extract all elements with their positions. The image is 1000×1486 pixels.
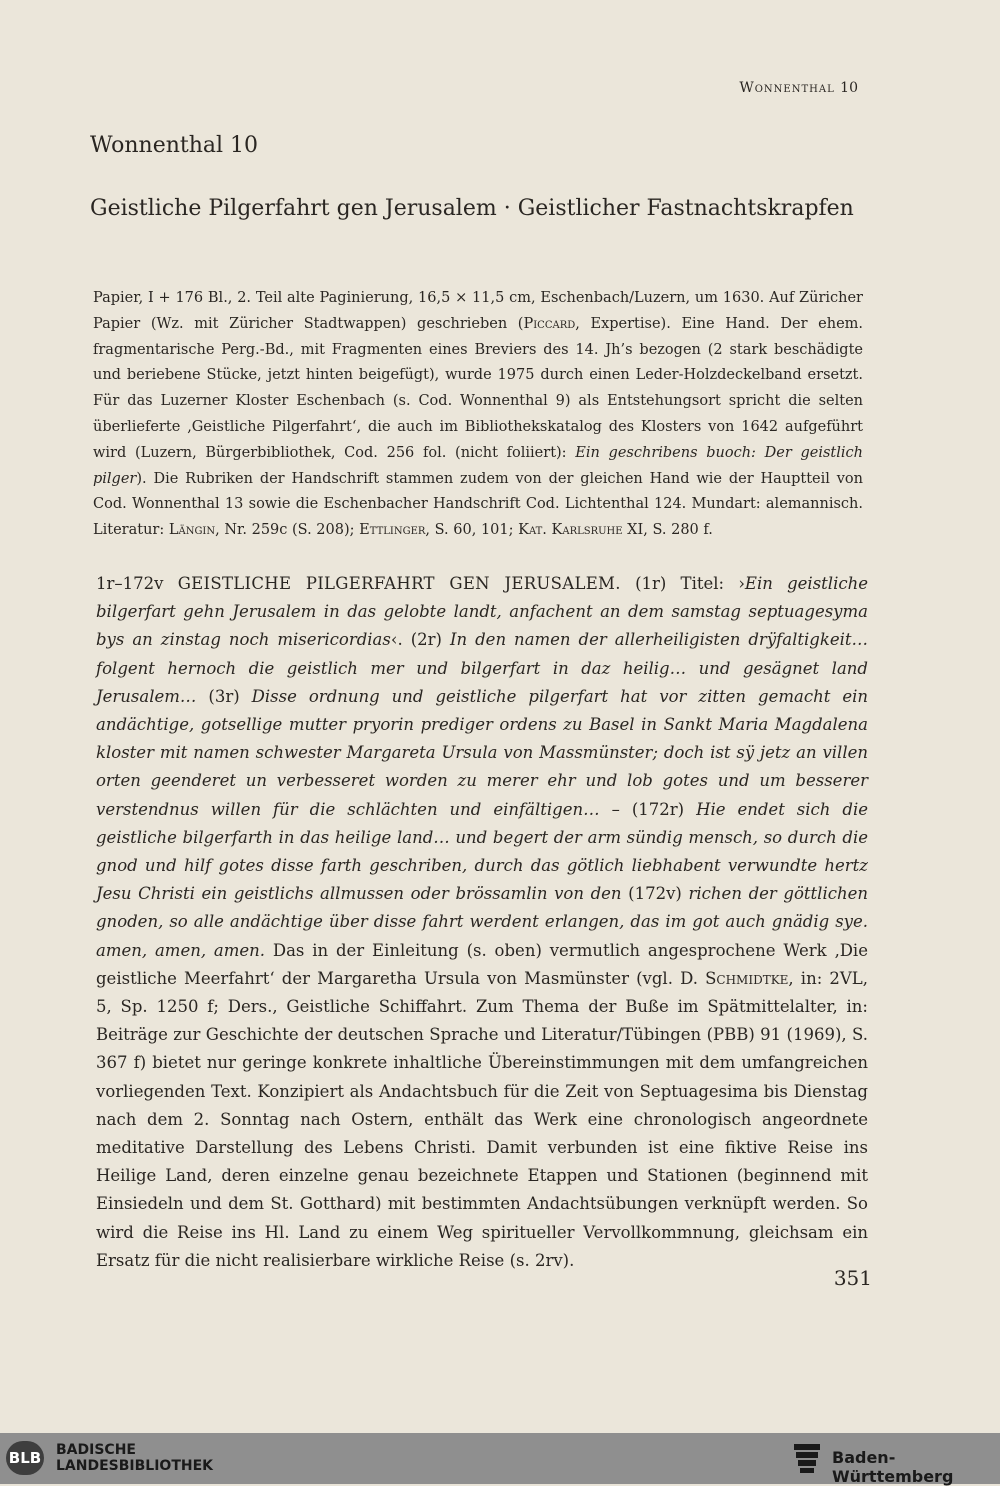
desc-text: ). Die Rubriken der Handschrift stammen zudem von der gleichen Hand wie der Hauptteil von Cod. Wonnenthal 13 sowie die Eschenbacher Handschrift Cod. Lichtenthal 124. Mundart: alemannisch. Literatur: xyxy=(93,470,863,539)
blb-name[interactable] xyxy=(56,1442,213,1474)
blb-name-line1: BADISCHE xyxy=(56,1442,136,1458)
desc-text: , S. 60, 101; xyxy=(425,522,519,539)
desc-ref-ettlinger: Ettlinger xyxy=(359,522,426,539)
footer-bar xyxy=(0,1433,1000,1484)
page-number: 351 xyxy=(833,1266,872,1290)
manuscript-description xyxy=(93,286,863,544)
entry-text: (172v) xyxy=(621,884,689,904)
entry-text: Das in der Einleitung (s. oben) vermutlich angesprochene Werk ‚Die geistliche Meerfahrt‘ der Margaretha Ursula von Masmünster (vgl. D. xyxy=(96,940,868,988)
content-entry xyxy=(96,570,868,1275)
desc-text: Papier, I + 176 Bl., 2. Teil alte Paginierung, 16,5 × 11,5 cm, Eschenbach/Luzern, um 1630. Auf Züricher Papier (Wz. mit Züricher Stadtwappen) geschrieben ( xyxy=(93,290,863,332)
running-head-number: 10 xyxy=(840,80,858,96)
entry-quote: richen der göttlichen gnoden, so alle andächtige über disse fahrt werdent erlangen, das im got auch gnädig sye. amen, amen, amen. xyxy=(96,884,868,960)
running-head-text: Wonnenthal xyxy=(739,80,835,96)
entry-ref-schmidtke: Schmidtke xyxy=(705,968,789,988)
entry-text: (1r) Titel: › xyxy=(635,574,745,593)
desc-text: , Expertise). Eine Hand. Der ehem. fragmentarische Perg.-Bd., mit Fragmenten eines Breviers des 14. Jh’s bezogen (2 stark beschädigte und beriebene Stücke, jetzt hinten beigefügt), wurde 1975 durch einen Leder-Holzdeckelband ersetzt. Für das Luzerner Kloster Eschenbach (s. Cod. Wonnenthal 9) als Entstehungsort spricht die selten überlieferte ‚Geistliche Pilgerfahrt‘, die auch im Bibliothekskatalog des Klosters von 1642 aufgeführt wird (Luzern, Bürgerbibliothek, Cod. 256 fol. (nicht foliiert): xyxy=(93,315,864,461)
desc-ref-piccard: Piccard xyxy=(523,315,576,332)
manuscript-subtitle: Geistliche Pilgerfahrt gen Jerusalem · Geistlicher Fastnachtskrapfen xyxy=(90,196,854,221)
blb-name-line2: LANDESBIBLIOTHEK xyxy=(56,1458,214,1474)
blb-logo-icon[interactable]: BLB xyxy=(6,1441,44,1475)
baden-wuerttemberg-label[interactable]: Baden-Württemberg xyxy=(832,1448,954,1486)
entry-heading: GEISTLICHE PILGERFAHRT GEN JERUSALEM. xyxy=(177,574,621,593)
folio-range: 1r–172v xyxy=(96,574,164,593)
desc-text: , S. 280 f. xyxy=(643,522,713,539)
entry-text: ‹. (2r) xyxy=(390,630,450,650)
entry-text: , in: 2VL, 5, Sp. 1250 f; Ders., Geistliche Schiffahrt. Zum Thema der Buße im Spätmittelalter, in: Beiträge zur Geschichte der deutschen Sprache und Literatur/Tübingen (PBB) 91 (1969), S. 367 f) bietet nur geringe konkrete inhaltliche Übereinstimmungen mit dem umfangreichen vorliegenden Text. Konzipiert als Andachtsbuch für die Zeit von Septuagesima bis Dienstag nach dem 2. Sonntag nach Ostern, enthält das Werk eine chronologisch angeordnete meditative Darstellung des Lebens Christi. Damit verbunden ist eine fiktive Reise ins Heilige Land, deren einzelne genau bezeichnete Etappen und Stationen (beginnend mit Einsiedeln und dem St. Gotthard) mit bestimmten Andachtsübungen verknüpft werden. So wird die Reise ins Hl. Land zu einem Weg spiritueller Vervollkommnung, gleichsam ein Ersatz für die nicht realisierbare wirkliche Reise (s. 2rv). xyxy=(96,968,868,1270)
baden-wuerttemberg-lions-icon xyxy=(792,1442,822,1474)
entry-quote: Disse ordnung und geistliche pilgerfart hat vor zitten gemacht ein andächtige, gotsellige mutter pryorin prediger ordens zu Basel in Sankt Maria Magdalena kloster mit namen schwester Margareta Ursula von Massmünster; doch ist sÿ jetz an villen orten geenderet un verbesseret worden zu merer ehr und lob gotes und um besserer verstendnus willen für die schlächten und einfältigen… xyxy=(96,686,869,819)
desc-ref-laengin: Längin xyxy=(168,522,216,539)
desc-ref-kat: Kat. Karlsruhe XI xyxy=(518,522,644,539)
manuscript-title: Wonnenthal 10 xyxy=(90,133,259,158)
entry-quote: In den namen der allerheiligisten drÿfaltigkeit… folgent hernoch die geistlich mer und bilgerfart in daz heilig… und gesägnet land Jerusalem… xyxy=(96,630,868,706)
entry-text: (3r) xyxy=(196,686,252,706)
entry-quote: Hie endet sich die geistliche bilgerfarth in das heilige land… und begert der arm sündig mensch, so durch die gnod und hilf gotes disse farth geschriben, durch das götlich liebhabent verwundte hertz Jesu Christi ein geistlichs allmussen oder brössamlin von den xyxy=(96,799,868,904)
entry-text: – (172r) xyxy=(599,799,697,819)
running-head xyxy=(600,80,858,96)
desc-quote: Ein geschribens buoch: Der geistlich pilger xyxy=(93,444,863,487)
desc-text: , Nr. 259c (S. 208); xyxy=(215,522,360,539)
entry-quote: Ein geistliche bilgerfart gehn Jerusalem in das gelobte landt, anfachent an dem samstag septuagesyma bys an zinstag noch misericordias xyxy=(96,574,868,650)
